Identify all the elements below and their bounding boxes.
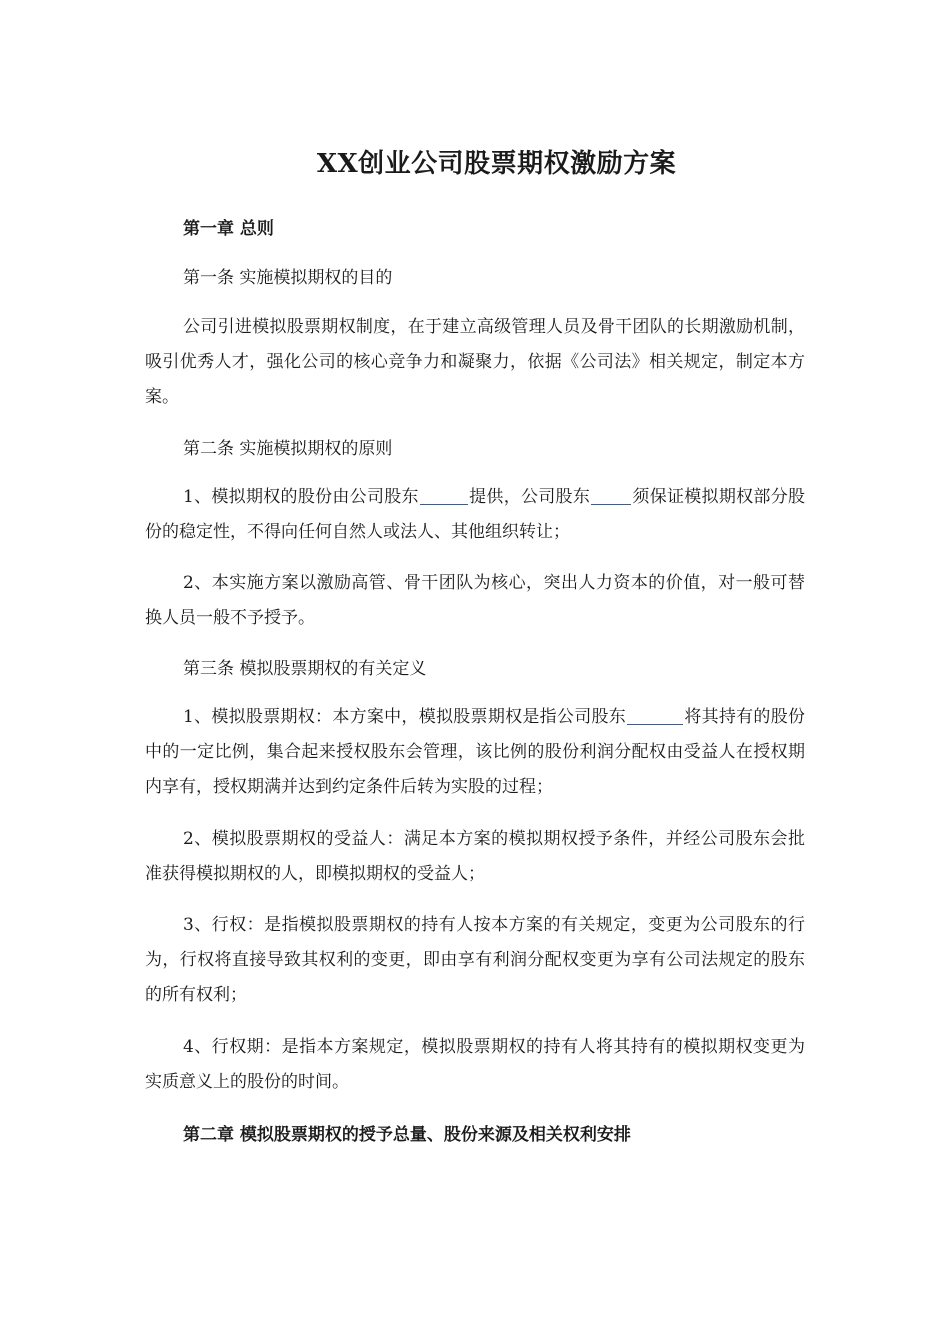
article-2-item-1-part-2: 提供，公司股东 <box>468 487 591 507</box>
article-3-item-1-part-1: 1、模拟股票期权：本方案中，模拟股票期权是指公司股东 <box>183 707 627 727</box>
article-2-item-1-part-3: 须保证模拟期权部分股份的稳定性，不得向任何自然人或法人、其他组织转让； <box>145 487 805 542</box>
article-2-item-2: 2、本实施方案以激励高管、骨干团队为核心，突出人力资本的价值，对一般可替换人员一般不予授予。 <box>145 573 805 628</box>
shareholder-blank-3 <box>627 706 683 725</box>
shareholder-blank-2 <box>591 486 631 505</box>
article-2-item-1-part-1: 1、模拟期权的股份由公司股东 <box>183 487 419 507</box>
article-2-item-1 <box>145 480 805 550</box>
article-3-item-4: 4、行权期：是指本方案规定，模拟股票期权的持有人将其持有的模拟期权变更为实质意义上的股份的时间。 <box>145 1037 805 1092</box>
chapter-2-heading: 第二章 模拟股票期权的授予总量、股份来源及相关权利安排 <box>183 1125 631 1145</box>
article-3-item-1-part-2: 将其持有的股份中的一定比例，集合起来授权股东会管理，该比例的股份利润分配权由受益人在授权期内享有，授权期满并达到约定条件后转为实股的过程； <box>145 707 805 797</box>
chapter-1-heading: 第一章 总则 <box>183 219 274 239</box>
article-3-item-1 <box>145 700 805 805</box>
article-1-title: 第一条 实施模拟期权的目的 <box>183 268 393 288</box>
document-title: XX创业公司股票期权激励方案 <box>316 149 677 179</box>
article-3-item-3: 3、行权：是指模拟股票期权的持有人按本方案的有关规定，变更为公司股东的行为，行权将直接导致其权利的变更，即由享有利润分配权变更为享有公司法规定的股东的所有权利； <box>145 915 805 1005</box>
article-2-title: 第二条 实施模拟期权的原则 <box>183 439 393 459</box>
article-3-item-2: 2、模拟股票期权的受益人：满足本方案的模拟期权授予条件，并经公司股东会批准获得模拟期权的人，即模拟期权的受益人； <box>145 829 805 884</box>
shareholder-blank-1 <box>420 486 468 505</box>
article-3-title: 第三条 模拟股票期权的有关定义 <box>183 659 427 679</box>
article-1-text: 公司引进模拟股票期权制度，在于建立高级管理人员及骨干团队的长期激励机制，吸引优秀人才，强化公司的核心竞争力和凝聚力，依据《公司法》相关规定，制定本方案。 <box>145 317 805 407</box>
